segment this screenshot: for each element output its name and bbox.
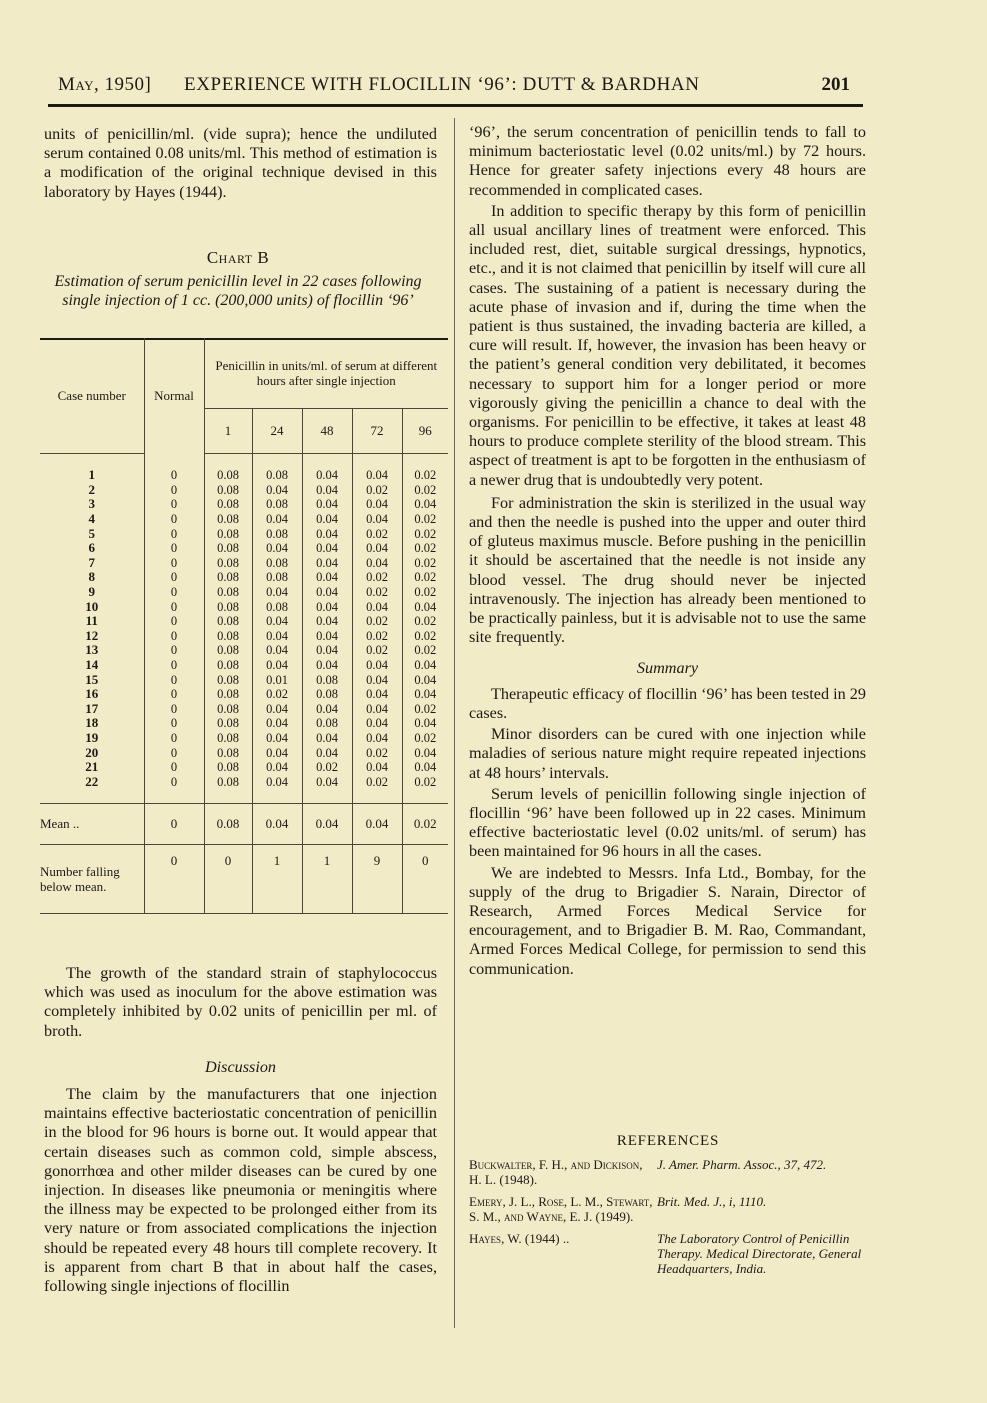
spacer-cell <box>144 454 204 469</box>
case-number-cell: 4 <box>40 512 144 527</box>
table-row <box>40 570 448 585</box>
acknowledgement: We are indebted to Messrs. Infa Ltd., Bombay, for the supply of the drug to Brigadier S. Narain, Director of Research, Armed Forces Medical Service for encouragement, and to Brigadier B. M. Rao, Commandant, Armed Forces Medical College, for permission to send this communication. <box>469 863 866 978</box>
value-cell: 0.02 <box>414 585 437 600</box>
discussion-heading: Discussion <box>204 1057 277 1076</box>
reference-source: The Laboratory Control of Penicillin Therapy. Medical Directorate, General Headquarters, India. <box>657 1231 862 1276</box>
reference-source: Brit. Med. J., i, 1110. <box>657 1194 767 1209</box>
value-cell: 0.02 <box>352 774 402 789</box>
table-row <box>40 483 448 498</box>
value-cell: 0.04 <box>252 483 302 498</box>
value-cell: 0.04 <box>252 629 302 644</box>
summary-3: Serum levels of penicillin following single injection of flocillin ‘96’ have been followed up in 22 cases. Minimum effective bacteriostatic level (0.02 units/ml. of serum) has been maintained for 96 hours in all the cases. <box>469 784 866 861</box>
value-cell: 0.04 <box>302 599 352 614</box>
value-cell: 0.04 <box>302 658 352 673</box>
below-mean-value: 0 <box>144 845 204 914</box>
running-header <box>58 74 850 100</box>
summary-2: Minor disorders can be cured with one injection while maladies of serious nature might require repeated injections at 48 hours’ intervals. <box>469 725 866 782</box>
value-cell: 0 <box>144 512 204 527</box>
spacer-cell <box>204 454 252 469</box>
value-cell: 0.02 <box>352 629 402 644</box>
value-cell: 0.08 <box>204 658 252 673</box>
summary-heading: Summary <box>636 659 699 678</box>
case-number-cell: 8 <box>40 570 144 585</box>
hour-header-72: 72 <box>352 409 402 454</box>
value-cell: 0.04 <box>302 629 352 644</box>
value-cell: 0.04 <box>414 672 437 687</box>
value-cell: 0.08 <box>204 468 252 483</box>
value-cell: 0.08 <box>204 716 252 731</box>
table-row <box>40 585 448 600</box>
value-cell: 0.04 <box>352 658 402 673</box>
value-cell: 0.04 <box>302 556 352 571</box>
references <box>469 1134 867 1283</box>
value-cell: 0.02 <box>414 468 437 483</box>
value-cell: 0.08 <box>204 497 252 512</box>
normal-header: Normal <box>144 338 204 454</box>
value-cell: 0.04 <box>414 599 437 614</box>
table-row <box>40 702 448 717</box>
mean-value: 0.04 <box>352 804 402 845</box>
intro-paragraph: units of penicillin/ml. (vide supra); hence the undiluted serum contained 0.08 units/ml. This method of estimation is a modification of the original technique devised in this laboratory by Hayes (1944). <box>44 125 437 201</box>
value-cell: 0.04 <box>302 541 352 556</box>
value-cell: 0.04 <box>302 468 352 483</box>
value-cell: 0.04 <box>414 745 437 760</box>
value-cell: 0.04 <box>352 760 402 775</box>
table-row <box>40 672 448 687</box>
spacer-cell <box>302 789 352 804</box>
value-cell: 0.04 <box>302 614 352 629</box>
value-cell: 0.04 <box>302 570 352 585</box>
value-cell: 0.08 <box>204 745 252 760</box>
value-cell: 0.04 <box>302 497 352 512</box>
reference-item <box>469 1194 867 1224</box>
case-number-cell: 9 <box>40 585 144 600</box>
value-cell: 0 <box>144 526 204 541</box>
value-cell: 0.02 <box>252 687 302 702</box>
table-row <box>40 745 448 760</box>
case-number-cell: 17 <box>40 702 144 717</box>
table-spacer <box>40 789 448 804</box>
below-mean-label: Number falling below mean. <box>40 845 144 914</box>
value-cell: 0.02 <box>414 643 437 658</box>
mean-value: 0.02 <box>402 804 448 845</box>
case-number-cell: 20 <box>40 745 144 760</box>
spacer-cell <box>252 789 302 804</box>
value-cell: 0.04 <box>302 643 352 658</box>
value-cell: 0.04 <box>302 702 352 717</box>
table-row <box>40 731 448 746</box>
value-cell: 0.02 <box>352 745 402 760</box>
value-cell: 0.08 <box>204 629 252 644</box>
case-number-cell: 10 <box>40 599 144 614</box>
spacer-cell <box>204 789 252 804</box>
value-cell: 0.02 <box>414 512 437 527</box>
below-mean-value: 1 <box>302 845 352 914</box>
right-column <box>469 123 866 979</box>
value-cell: 0.02 <box>414 555 437 570</box>
discussion-paragraph: The claim by the manufacturers that one injection maintains effective bacteriostatic concentration of penicillin in the blood for 96 hours is borne out. It would appear that certain diseases such as common cold, simple abscess, gonorrhœa and other milder diseases can be cured by one injection. In diseases like pneumonia or meningitis where the illness may be expected to be prolonged either from its very nature or from associated complications the injection should be repeated every 48 hours till complete recovery. It is apparent from chart B that in about half the cases, following single injections of flocillin <box>44 1085 437 1296</box>
hours-group-header: Penicillin in units/ml. of serum at different hours after single injection <box>204 338 448 409</box>
table-row <box>40 629 448 644</box>
below-mean-value: 1 <box>252 845 302 914</box>
staphylococcus-paragraph: The growth of the standard strain of staphylococcus which was used as inoculum for the above estimation was completely inhibited by 0.02 units of penicillin per ml. of broth. <box>44 964 437 1040</box>
value-cell: 0.02 <box>414 526 437 541</box>
value-cell: 0.08 <box>252 497 302 512</box>
table-row <box>40 716 448 731</box>
mean-value: 0.04 <box>302 804 352 845</box>
value-cell: 0.04 <box>352 687 402 702</box>
value-cell: 0.02 <box>302 760 352 775</box>
value-cell: 0.04 <box>302 483 352 498</box>
value-cell: 0.04 <box>302 585 352 600</box>
value-cell: 0.02 <box>414 570 437 585</box>
value-cell: 0.04 <box>352 468 402 483</box>
case-number-cell: 6 <box>40 541 144 556</box>
hour-header-96: 96 <box>402 409 448 454</box>
value-cell: 0.08 <box>204 687 252 702</box>
mean-value: 0 <box>144 804 204 845</box>
value-cell: 0 <box>144 570 204 585</box>
value-cell: 0.02 <box>414 482 437 497</box>
value-cell: 0.04 <box>352 556 402 571</box>
value-cell: 0.08 <box>204 643 252 658</box>
value-cell: 0.04 <box>414 658 437 673</box>
value-cell: 0.08 <box>204 512 252 527</box>
value-cell: 0.04 <box>252 760 302 775</box>
value-cell: 0.02 <box>352 643 402 658</box>
mean-value: 0.04 <box>252 804 302 845</box>
value-cell: 0.08 <box>204 774 252 789</box>
value-cell: 0.08 <box>252 526 302 541</box>
case-number-cell: 16 <box>40 687 144 702</box>
value-cell: 0.08 <box>204 585 252 600</box>
mean-value: 0.08 <box>204 804 252 845</box>
value-cell: 0.04 <box>352 702 402 717</box>
value-cell: 0.02 <box>352 585 402 600</box>
value-cell: 0.04 <box>252 643 302 658</box>
spacer-cell <box>302 454 352 469</box>
value-cell: 0.04 <box>252 774 302 789</box>
reference-authors: Hayes, W. (1944) .. <box>469 1231 570 1246</box>
value-cell: 0.02 <box>414 541 437 556</box>
running-title: EXPERIENCE WITH FLOCILLIN ‘96’: DUTT & BARDHAN <box>184 74 700 95</box>
table-row <box>40 541 448 556</box>
case-number-cell: 3 <box>40 497 144 512</box>
value-cell: 0.02 <box>414 614 437 629</box>
hour-header-1: 1 <box>204 409 252 454</box>
value-cell: 0.04 <box>302 731 352 746</box>
value-cell: 0 <box>144 745 204 760</box>
table-row <box>40 599 448 614</box>
right-paragraph-2: In addition to specific therapy by this form of penicillin all usual ancillary lines of treatment were enforced. This included rest, diet, suitable surgical dressings, hypnotics, etc., and it is not claimed that penicillin by itself will cure all cases. The sustaining of a patient is necessary during the acute phase of invasion and if, during the time when the patient is thus sustained, the invading bacteria are killed, a cure will result. If, however, the invasion has been heavy or the patient’s general condition very debilitated, it becomes necessary to support him for a longer period or more vigorously giving the penicillin a chance to deal with the organisms. For penicillin to be effective, it takes at least 48 hours to produce complete sterility of the blood stream. This aspect of treatment is apt to be forgotten in the enthusiasm of a newer drug that is undoubtedly very potent. <box>469 201 866 489</box>
case-number-cell: 11 <box>40 614 144 629</box>
value-cell: 0.04 <box>252 702 302 717</box>
table-body <box>40 338 448 914</box>
value-cell: 0.08 <box>204 599 252 614</box>
value-cell: 0.04 <box>252 614 302 629</box>
value-cell: 0 <box>144 599 204 614</box>
value-cell: 0.02 <box>414 774 437 789</box>
value-cell: 0.02 <box>414 701 437 716</box>
value-cell: 0.04 <box>352 497 402 512</box>
reference-authors: Emery, J. L., Rose, L. M., Stewart, S. M., and Wayne, E. J. (1949). <box>469 1194 653 1224</box>
value-cell: 0.08 <box>204 556 252 571</box>
value-cell: 0.08 <box>252 599 302 614</box>
table-row <box>40 687 448 702</box>
value-cell: 0.04 <box>302 745 352 760</box>
value-cell: 0.04 <box>302 774 352 789</box>
value-cell: 0.04 <box>252 585 302 600</box>
left-after-table <box>44 964 437 1296</box>
table-row <box>40 614 448 629</box>
value-cell: 0.08 <box>252 556 302 571</box>
spacer-cell <box>352 789 402 804</box>
value-cell: 0.04 <box>352 731 402 746</box>
value-cell: 0 <box>144 643 204 658</box>
case-number-cell: 14 <box>40 658 144 673</box>
value-cell: 0.08 <box>302 687 352 702</box>
spacer-cell <box>40 454 144 469</box>
spacer-cell <box>252 454 302 469</box>
value-cell: 0.02 <box>414 730 437 745</box>
value-cell: 0 <box>144 556 204 571</box>
value-cell: 0.08 <box>204 731 252 746</box>
value-cell: 0.08 <box>252 468 302 483</box>
value-cell: 0.08 <box>204 541 252 556</box>
reference-authors: Buckwalter, F. H., and Dickison, H. L. (1948). <box>469 1157 643 1187</box>
value-cell: 0 <box>144 629 204 644</box>
value-cell: 0 <box>144 716 204 731</box>
below-mean-value: 0 <box>402 845 448 914</box>
spacer-cell <box>40 789 144 804</box>
value-cell: 0.04 <box>302 526 352 541</box>
value-cell: 0.08 <box>204 614 252 629</box>
value-cell: 0.08 <box>204 760 252 775</box>
value-cell: 0 <box>144 468 204 483</box>
value-cell: 0.04 <box>414 687 437 702</box>
penicillin-table <box>40 338 448 914</box>
value-cell: 0 <box>144 658 204 673</box>
value-cell: 0 <box>144 687 204 702</box>
left-intro <box>44 125 437 202</box>
value-cell: 0.08 <box>204 526 252 541</box>
value-cell: 0.04 <box>252 731 302 746</box>
value-cell: 0.04 <box>252 658 302 673</box>
value-cell: 0 <box>144 760 204 775</box>
right-paragraph-3: For administration the skin is sterilized in the usual way and then the needle is pushed into the upper and outer third of gluteus maximus muscle. Before pushing in the penicillin it should be ascertained that the needle is not inside any blood vessel. The drug should never be injected intravenously. The injection has already been mentioned to be practically painless, but it is advisable not to use the same site frequently. <box>469 493 866 647</box>
value-cell: 0.02 <box>352 570 402 585</box>
case-number-cell: 19 <box>40 731 144 746</box>
spacer-cell <box>402 789 448 804</box>
table-row <box>40 760 448 775</box>
hour-header-24: 24 <box>252 409 302 454</box>
mean-row <box>40 804 448 845</box>
case-number-cell: 1 <box>40 468 144 483</box>
value-cell: 0 <box>144 672 204 687</box>
chart-title: Chart B <box>206 248 270 267</box>
case-number-cell: 5 <box>40 526 144 541</box>
case-number-header: Case number <box>40 338 144 454</box>
value-cell: 0.08 <box>204 702 252 717</box>
table-row <box>40 512 448 527</box>
summary-1: Therapeutic efficacy of flocillin ‘96’ has been tested in 29 cases. <box>469 684 866 722</box>
case-number-cell: 12 <box>40 629 144 644</box>
table-row <box>40 497 448 512</box>
value-cell: 0.04 <box>352 541 402 556</box>
table-row <box>40 468 448 483</box>
below-mean-row <box>40 845 448 914</box>
value-cell: 0.08 <box>204 570 252 585</box>
right-paragraph-1: ‘96’, the serum concentration of penicillin tends to fall to minimum bacteriostatic level (0.02 units/ml.) by 72 hours. Hence for greater safety injections every 48 hours are recommended in complicated cases. <box>469 123 866 199</box>
header-rule <box>48 104 863 107</box>
table-row <box>40 643 448 658</box>
value-cell: 0.04 <box>252 716 302 731</box>
value-cell: 0.02 <box>352 526 402 541</box>
below-mean-value: 9 <box>352 845 402 914</box>
case-number-cell: 21 <box>40 760 144 775</box>
value-cell: 0 <box>144 497 204 512</box>
table-row <box>40 774 448 789</box>
value-cell: 0.02 <box>352 614 402 629</box>
value-cell: 0.08 <box>302 716 352 731</box>
case-number-cell: 2 <box>40 483 144 498</box>
value-cell: 0 <box>144 614 204 629</box>
case-number-cell: 13 <box>40 643 144 658</box>
value-cell: 0.04 <box>252 541 302 556</box>
table-header-row <box>40 338 448 409</box>
value-cell: 0 <box>144 702 204 717</box>
mean-label: Mean .. <box>40 804 144 845</box>
value-cell: 0 <box>144 585 204 600</box>
value-cell: 0 <box>144 774 204 789</box>
table-row <box>40 556 448 571</box>
value-cell: 0.08 <box>252 570 302 585</box>
reference-source: J. Amer. Pharm. Assoc., 37, 472. <box>657 1157 827 1172</box>
table-row <box>40 526 448 541</box>
chart-caption: Estimation of serum penicillin level in 22 cases following single injection of 1 cc. (200,000 units) of flocillin ‘96’ <box>54 273 422 309</box>
reference-item <box>469 1231 867 1276</box>
value-cell: 0.01 <box>252 672 302 687</box>
value-cell: 0.04 <box>352 716 402 731</box>
value-cell: 0.04 <box>252 512 302 527</box>
case-number-cell: 15 <box>40 672 144 687</box>
column-divider <box>454 118 455 1328</box>
spacer-cell <box>144 789 204 804</box>
below-mean-value: 0 <box>204 845 252 914</box>
references-heading: REFERENCES <box>616 1133 720 1149</box>
issue-date: May, 1950] <box>58 74 152 95</box>
value-cell: 0.02 <box>352 483 402 498</box>
value-cell: 0.04 <box>414 760 437 775</box>
table-row <box>40 658 448 673</box>
value-cell: 0.04 <box>352 672 402 687</box>
value-cell: 0.04 <box>302 512 352 527</box>
value-cell: 0.04 <box>252 745 302 760</box>
value-cell: 0.04 <box>414 497 437 512</box>
value-cell: 0 <box>144 541 204 556</box>
value-cell: 0.08 <box>204 483 252 498</box>
page-number: 201 <box>821 74 850 95</box>
value-cell: 0.08 <box>204 672 252 687</box>
spacer-cell <box>352 454 402 469</box>
value-cell: 0.04 <box>414 716 437 731</box>
hour-header-48: 48 <box>302 409 352 454</box>
value-cell: 0.08 <box>302 672 352 687</box>
value-cell: 0.04 <box>352 599 402 614</box>
case-number-cell: 18 <box>40 716 144 731</box>
reference-item <box>469 1157 867 1187</box>
value-cell: 0.02 <box>414 628 437 643</box>
value-cell: 0 <box>144 483 204 498</box>
case-number-cell: 22 <box>40 774 144 789</box>
spacer-cell <box>402 454 448 469</box>
case-number-cell: 7 <box>40 556 144 571</box>
value-cell: 0 <box>144 731 204 746</box>
table-spacer <box>40 454 448 469</box>
value-cell: 0.04 <box>352 512 402 527</box>
